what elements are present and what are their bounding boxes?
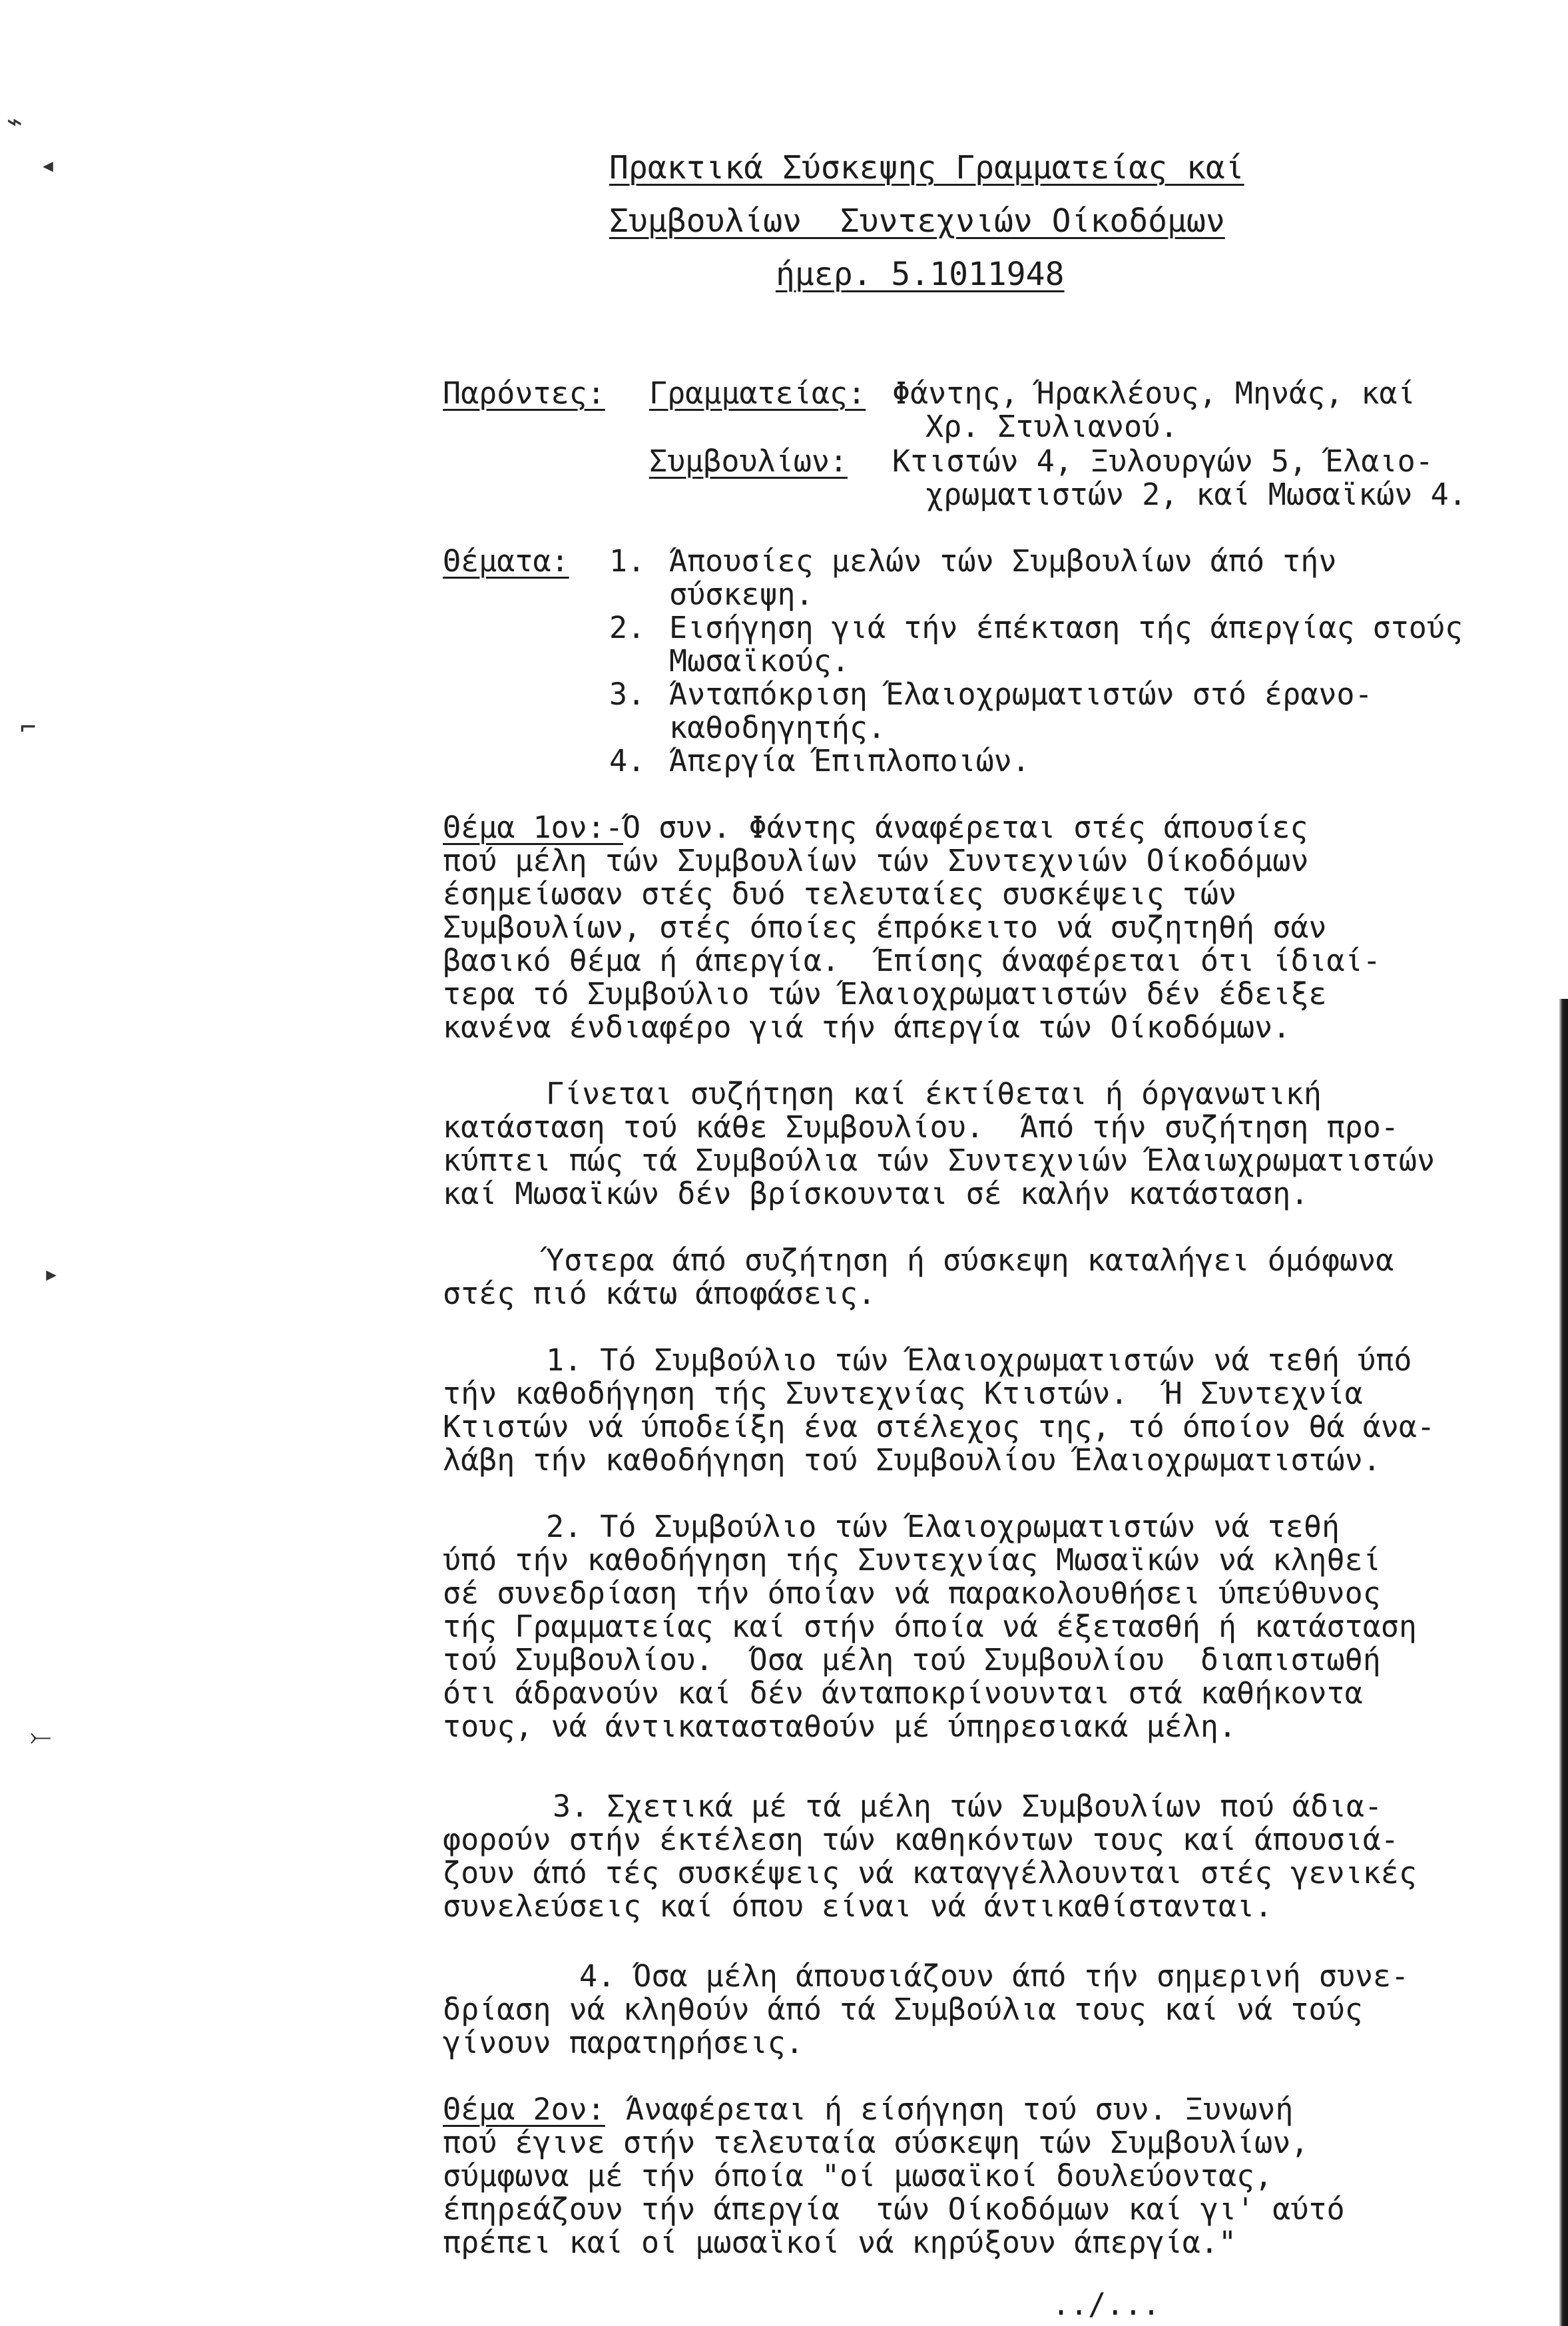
theme-2-line: Άναφέρεται ή είσήγηση τού συν. Ξυνωνή — [626, 2092, 1294, 2127]
decision-3-line: ζουν άπό τές συσκέψεις νά καταγγέλλουνται στές γενικές — [443, 1855, 1417, 1890]
decision-3-line: φορούν στήν έκτέλεση τών καθηκόντων τους καί άπουσιά- — [443, 1822, 1399, 1857]
scan-edge-shadow — [1559, 999, 1568, 2326]
paragraph-line: Ύστερα άπό συζήτηση ή σύσκεψη καταλήγει όμόφωνα — [546, 1243, 1394, 1278]
councils-label: Συμβουλίων: — [649, 443, 848, 479]
scan-smudge-mark: ◂ — [40, 150, 57, 180]
scan-smudge-mark: ⌁ — [7, 107, 23, 137]
paragraph-line: στές πιό κάτω άποφάσεις. — [443, 1276, 876, 1311]
theme-1-line: πού μέλη τών Συμβουλίων τών Συντεχνιών Οίκοδόμων — [443, 843, 1309, 878]
topic-1-line-1: Άπουσίες μελών τών Συμβουλίων άπό τήν — [669, 543, 1337, 579]
topic-1-line-2: σύσκεψη. — [669, 577, 814, 612]
scan-smudge-mark: ▸ — [43, 1259, 60, 1289]
theme-2-line: πού έγινε στήν τελευταία σύσκεψη τών Συμβουλίων, — [443, 2125, 1309, 2160]
secretariat-names-1: Φάντης, Ήρακλέους, Μηνάς, καί — [892, 376, 1416, 411]
decision-2-line: τού Συμβουλίου. Όσα μέλη τού Συμβουλίου διαπιστωθή — [443, 1642, 1381, 1677]
topic-3-num: 3. — [609, 677, 646, 712]
topic-3-line-2: καθοδηγητής. — [669, 710, 886, 745]
theme-1-line: βασικό θέμα ή άπεργία. Έπίσης άναφέρεται ότι ίδιαί- — [443, 943, 1381, 978]
decision-4-line: γίνουν παρατηρήσεις. — [443, 2025, 804, 2060]
topic-1-num: 1. — [609, 543, 646, 579]
topic-4-num: 4. — [609, 743, 646, 778]
topic-4-line-1: Άπεργία Έπιπλοποιών. — [669, 743, 1030, 778]
decision-4-line: δρίαση νά κληθούν άπό τά Συμβούλια τους καί νά τούς — [443, 1992, 1363, 2027]
theme-1-line: Ό συν. Φάντης άναφέρεται στές άπουσίες — [623, 810, 1308, 845]
topic-2-line-1: Εισήγηση γιά τήν έπέκταση τής άπεργίας στούς — [669, 610, 1463, 645]
councils-names-1: Κτιστών 4, Ξυλουργών 5, Έλαιο- — [892, 443, 1434, 479]
decision-2-line: σέ συνεδρίαση τήν όποίαν νά παρακολουθήσει ύπεύθυνος — [443, 1576, 1381, 1611]
paragraph-line: καί Μωσαϊκών δέν βρίσκουνται σέ καλήν κατάσταση. — [443, 1176, 1309, 1211]
decision-2-line: ότι άδρανούν καί δέν άνταποκρίνουνται στά καθήκοντα — [443, 1675, 1363, 1711]
theme-1-label: Θέμα 1ον:- — [443, 810, 623, 845]
decision-1-line: 1. Τό Συμβούλιο τών Έλαιοχρωματιστών νά τεθή ύπό — [546, 1342, 1412, 1378]
theme-1-line: έσημείωσαν στές δυό τελευταίες συσκέψεις τών — [443, 876, 1237, 912]
paragraph-line: Γίνεται συζήτηση καί έκτίθεται ή όργανωτική — [546, 1076, 1322, 1111]
secretariat-label: Γραμματείας: — [649, 376, 866, 411]
theme-1-line: Συμβουλίων, στές όποίες έπρόκειτο νά συζητηθή σάν — [443, 910, 1327, 945]
decision-3-line: συνελεύσεις καί όπου είναι νά άντικαθίστανται. — [443, 1889, 1273, 1924]
theme-2-line: πρέπει καί οί μωσαϊκοί νά κηρύξουν άπεργία." — [443, 2225, 1237, 2260]
decision-4-line: 4. Όσα μέλη άπουσιάζουν άπό τήν σημερινή συνε- — [579, 1958, 1410, 1994]
decision-1-line: λάβη τήν καθοδήγηση τού Συμβουλίου Έλαιοχρωματιστών. — [443, 1442, 1381, 1478]
attendees-label: Παρόντες: — [443, 376, 605, 411]
decision-3-line: 3. Σχετικά μέ τά μέλη τών Συμβουλίων πού άδια- — [553, 1789, 1383, 1824]
topic-3-line-1: Άνταπόκριση Έλαιοχρωματιστών στό έρανο- — [669, 677, 1373, 712]
councils-names-2: χρωματιστών 2, καί Μωσαϊκών 4. — [925, 477, 1467, 512]
scan-smudge-mark: ⌐ — [20, 713, 37, 743]
paragraph-line: κύπτει πώς τά Συμβούλια τών Συντεχνιών Έλαιωχρωματιστών — [443, 1143, 1436, 1178]
scan-smudge-mark: ⤚ — [30, 1721, 51, 1752]
decision-1-line: Κτιστών νά ύποδείξη ένα στέλεχος της, τό όποίον θά άνα- — [443, 1409, 1436, 1444]
theme-2-line: σύμφωνα μέ τήν όποία "οί μωσαϊκοί δουλεύοντας, — [443, 2158, 1273, 2193]
theme-2-label: Θέμα 2ον: — [443, 2092, 605, 2127]
decision-2-line: τους, νά άντικατασταθούν μέ ύπηρεσιακά μέλη. — [443, 1709, 1237, 1744]
decision-2-line: τής Γραμματείας καί στήν όποία νά έξετασθή ή κατάσταση — [443, 1609, 1417, 1644]
topic-2-line-2: Μωσαϊκούς. — [669, 643, 850, 679]
title-line-2: Συμβουλίων Συντεχνιών Οίκοδόμων — [609, 202, 1225, 240]
title-line-1: Πρακτικά Σύσκεψης Γραμματείας καί — [609, 149, 1244, 186]
theme-2-line: έπηρεάζουν τήν άπεργία τών Οίκοδόμων καί γι' αύτό — [443, 2191, 1345, 2227]
decision-2-line: ύπό τήν καθοδήγηση τής Συντεχνίας Μωσαϊκών νά κληθεί — [443, 1542, 1381, 1578]
continuation-mark: ../... — [1052, 2287, 1161, 2322]
theme-1-line: κανένα ένδιαφέρο γιά τήν άπεργία τών Οίκοδόμων. — [443, 1010, 1291, 1045]
title-date: ήμερ. 5.1011948 — [776, 256, 1065, 293]
secretariat-names-2: Χρ. Στυλιανού. — [925, 409, 1178, 444]
decision-2-line: 2. Τό Συμβούλιο τών Έλαιοχρωματιστών νά τεθή — [546, 1509, 1340, 1544]
decision-1-line: τήν καθοδήγηση τής Συντεχνίας Κτιστών. Ή Συντεχνία — [443, 1376, 1363, 1411]
paragraph-line: κατάσταση τού κάθε Συμβουλίου. Άπό τήν συζήτηση προ- — [443, 1109, 1399, 1145]
theme-1-line: τερα τό Συμβούλιο τών Έλαιοχρωματιστών δέν έδειξε — [443, 976, 1327, 1012]
topics-label: Θέματα: — [443, 543, 569, 579]
topic-2-num: 2. — [609, 610, 646, 645]
